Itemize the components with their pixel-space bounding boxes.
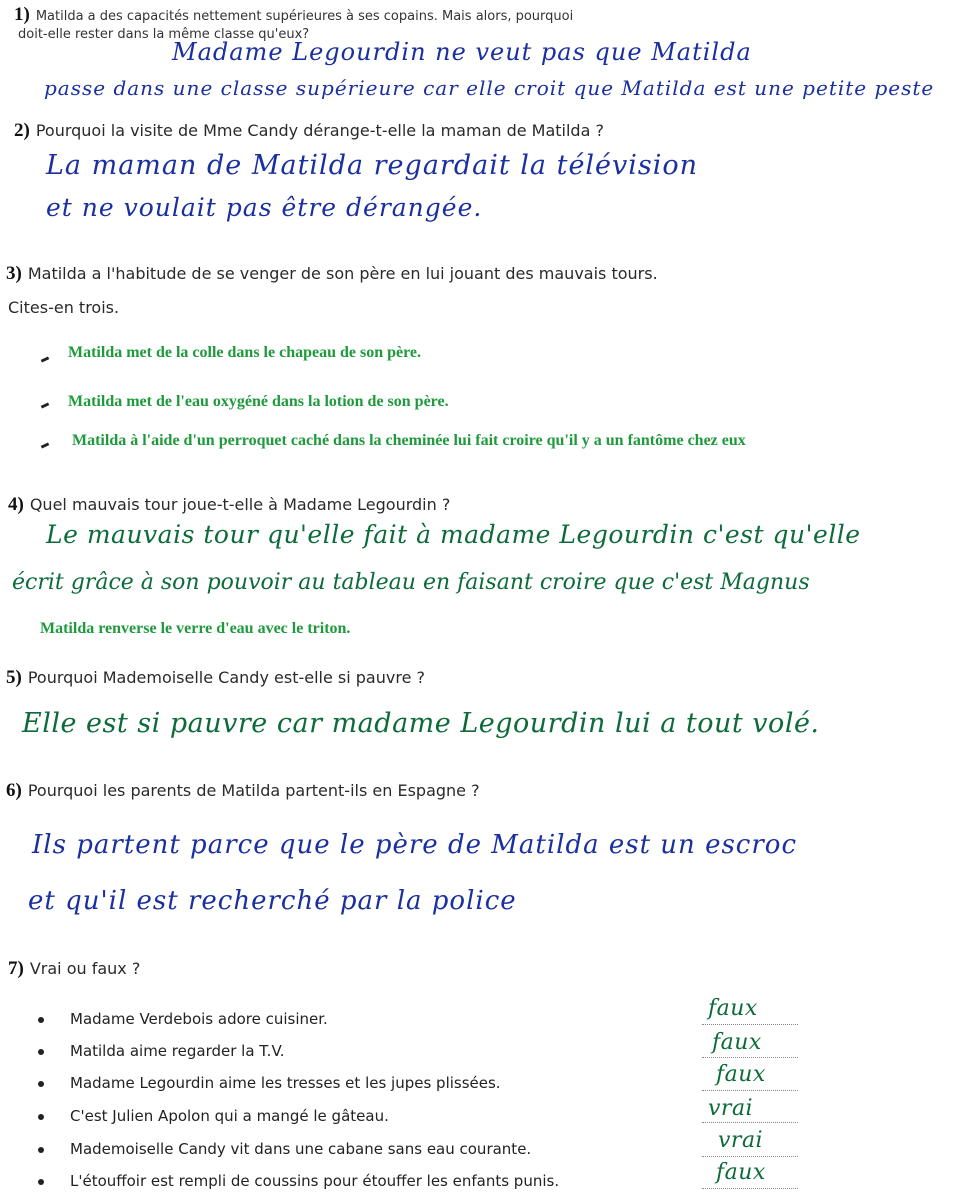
bullet-dot [38, 1114, 44, 1120]
q1-number: 1) [14, 4, 30, 25]
q6-answer-line2: et qu'il est recherché par la police [28, 886, 517, 916]
q7-statement: L'étouffoir est rempli de coussins pour étouffer les enfants punis. [70, 1172, 560, 1190]
q7-item [38, 1172, 559, 1190]
q7-number: 7) [8, 958, 24, 979]
q6-number: 6) [6, 780, 22, 801]
q3-answer-1: Matilda met de la colle dans le chapeau de son père. [60, 340, 429, 366]
q7-answer: vrai [708, 1096, 754, 1121]
q7-item [38, 1140, 531, 1158]
bullet-dot [38, 1017, 44, 1023]
bullet-dash [41, 356, 50, 362]
q7-statement: Madame Legourdin aime les tresses et les jupes plissées. [70, 1074, 501, 1092]
q5-number: 5) [6, 667, 22, 688]
q7-statement: C'est Julien Apolon qui a mangé le gâteau. [70, 1107, 389, 1125]
q7-statement: Madame Verdebois adore cuisiner. [70, 1010, 328, 1028]
q7-item [38, 1074, 501, 1092]
q6-answer-line1: Ils partent parce que le père de Matilda est un escroc [32, 830, 798, 860]
q7-item [38, 1042, 285, 1060]
q3-text-line1: Matilda a l'habitude de se venger de son père en lui jouant des mauvais tours. [27, 264, 658, 283]
bullet-dot [38, 1081, 44, 1087]
bullet-dash [41, 442, 50, 448]
q4-typed-answer: Matilda renverse le verre d'eau avec le triton. [22, 612, 370, 650]
bullet-dot [38, 1049, 44, 1055]
q3-answer-2: Matilda met de l'eau oxygéné dans la lotion de son père. [60, 389, 457, 415]
q6-text: Pourquoi les parents de Matilda partent-ils en Espagne ? [27, 781, 480, 800]
q7-answer: faux [716, 1062, 766, 1087]
bullet-dash [41, 402, 50, 408]
answer-dotted-line [702, 1122, 798, 1123]
q7-statement: Matilda aime regarder la T.V. [70, 1042, 285, 1060]
q7-answer: faux [708, 996, 758, 1021]
q3-question-line2: Cites-en trois. [8, 298, 120, 317]
q2-answer-line2: et ne voulait pas être dérangée. [46, 193, 483, 222]
bullet-dot [38, 1147, 44, 1153]
q3-question-line1 [6, 263, 658, 285]
q4-number: 4) [8, 494, 24, 515]
q2-answer-line1: La maman de Matilda regardait la télévision [46, 150, 699, 181]
q7-question [8, 958, 140, 980]
q7-statement: Mademoiselle Candy vit dans une cabane sans eau courante. [70, 1140, 532, 1158]
q3-number: 3) [6, 263, 22, 284]
redaction-block [10, 46, 170, 70]
answer-dotted-line [702, 1090, 798, 1091]
q4-answer-line2: écrit grâce à son pouvoir au tableau en faisant croire que c'est Magnus [12, 570, 810, 595]
answer-dotted-line [702, 1057, 798, 1058]
q7-answer: vrai [718, 1128, 764, 1153]
answer-dotted-line [702, 1024, 798, 1025]
q1-text-line1: Matilda a des capacités nettement supérieures à ses copains. Mais alors, pourquoi [35, 9, 574, 24]
q5-text: Pourquoi Mademoiselle Candy est-elle si pauvre ? [27, 668, 425, 687]
q1-answer-line2: passe dans une classe supérieure car elle croit que Matilda est une petite peste [44, 76, 935, 100]
q7-item [38, 1107, 389, 1125]
q1-answer-line1: Madame Legourdin ne veut pas que Matilda [172, 38, 752, 66]
bullet-dot [38, 1179, 44, 1185]
q6-question [6, 780, 480, 802]
q4-question [8, 494, 450, 516]
q5-question [6, 667, 425, 689]
q7-answer: faux [716, 1160, 766, 1185]
q1-question-line2: doit-elle rester dans la même classe qu'eux? [18, 27, 310, 42]
q7-answer: faux [712, 1030, 762, 1055]
answer-dotted-line [702, 1188, 798, 1189]
q5-answer: Elle est si pauvre car madame Legourdin lui a tout volé. [22, 708, 820, 739]
q2-number: 2) [14, 120, 30, 141]
q1-question-line1 [14, 4, 573, 26]
q7-item [38, 1010, 328, 1028]
answer-dotted-line [702, 1156, 798, 1157]
q4-text: Quel mauvais tour joue-t-elle à Madame Legourdin ? [29, 495, 451, 514]
q3-answer-3: Matilda à l'aide d'un perroquet caché dans la cheminée lui fait croire qu'il y a un fantôme chez eux [64, 428, 780, 454]
q2-text: Pourquoi la visite de Mme Candy dérange-t-elle la maman de Matilda ? [35, 121, 604, 140]
q4-answer-line1: Le mauvais tour qu'elle fait à madame Legourdin c'est qu'elle [46, 520, 861, 549]
q7-text: Vrai ou faux ? [29, 959, 141, 978]
q2-question [14, 120, 604, 142]
